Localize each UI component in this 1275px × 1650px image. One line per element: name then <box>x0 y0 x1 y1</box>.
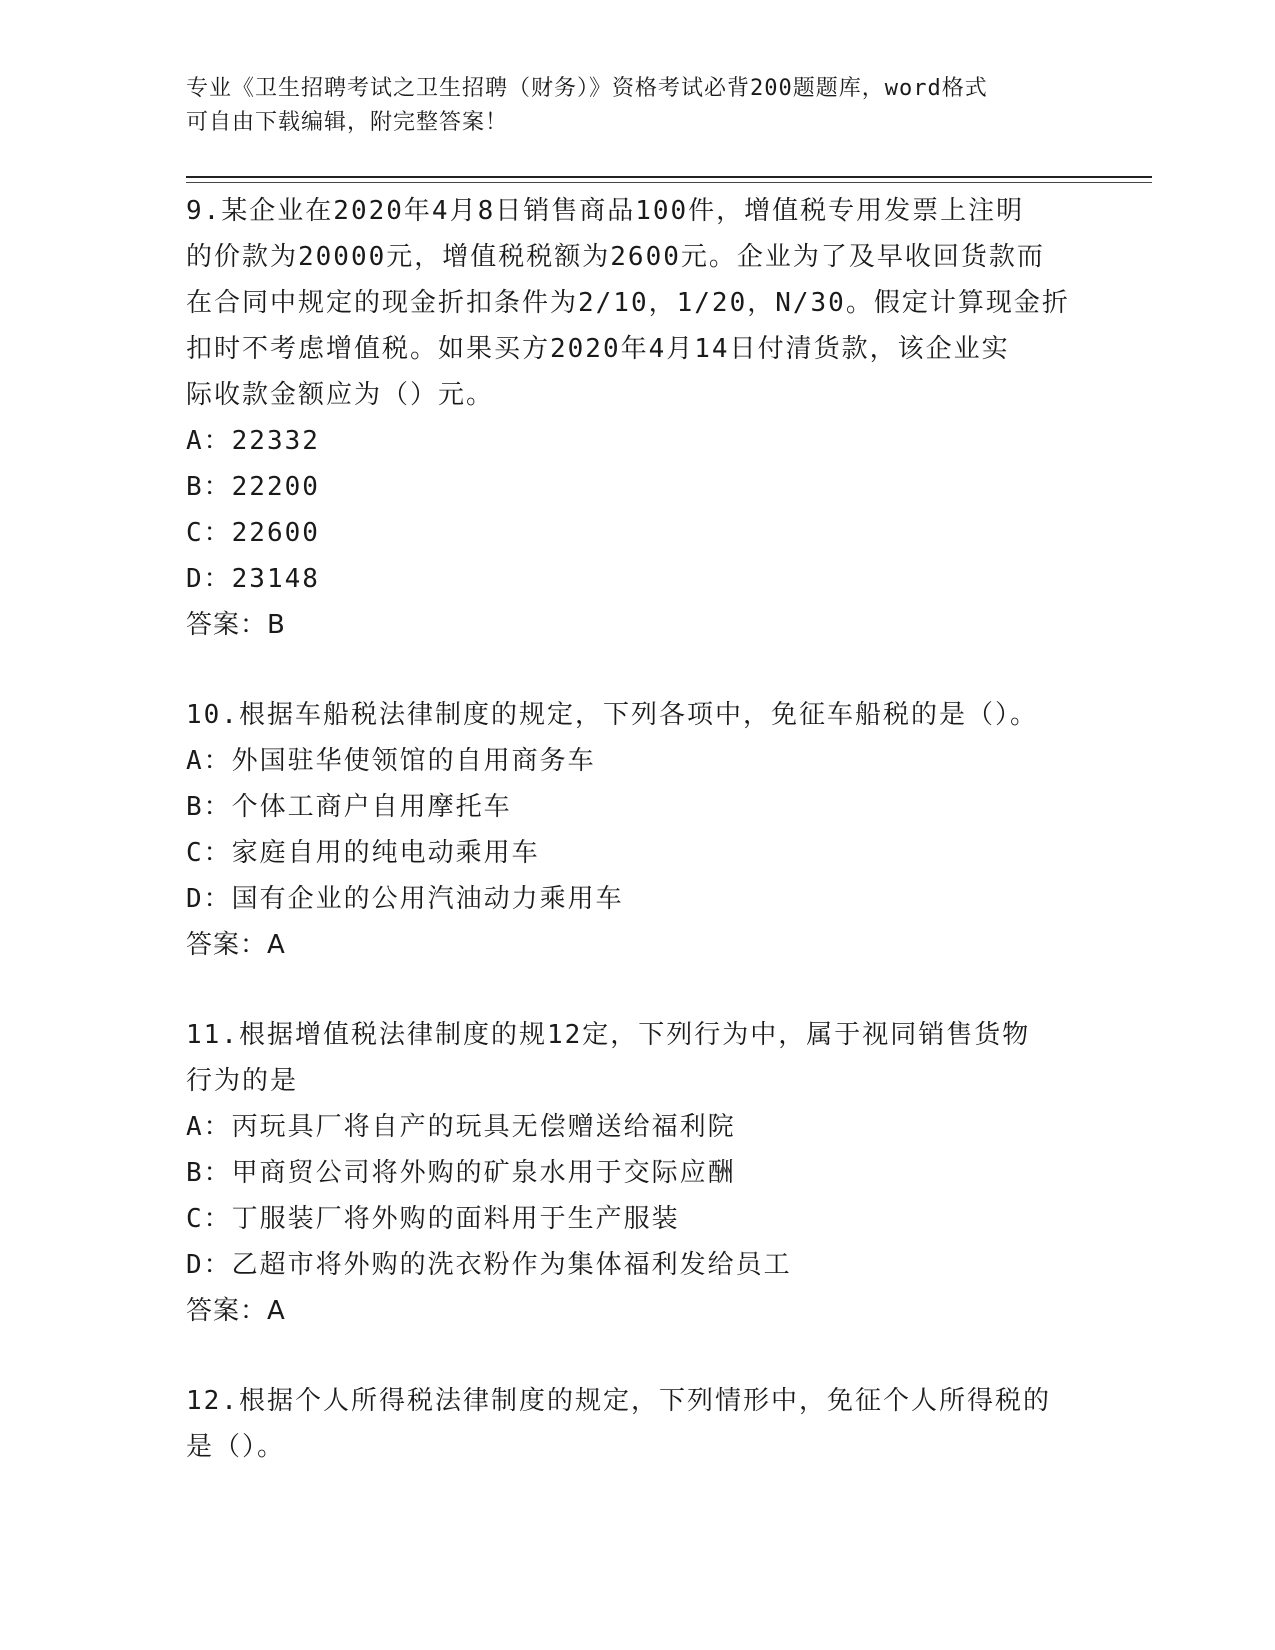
option-c: C：家庭自用的纯电动乘用车 <box>186 838 540 868</box>
question-text-line: 9.某企业在2020年4月8日销售商品100件，增值税专用发票上注明 <box>186 196 1025 226</box>
header-divider-thick <box>186 176 1152 178</box>
option-b: B：个体工商户自用摩托车 <box>186 792 512 822</box>
option-d: D：国有企业的公用汽油动力乘用车 <box>186 884 624 914</box>
question-text-line: 10.根据车船税法律制度的规定，下列各项中，免征车船税的是（）。 <box>186 700 1038 730</box>
question-spacer <box>186 648 1086 692</box>
question-text-line: 行为的是 <box>186 1066 299 1096</box>
option-c: C：22600 <box>186 518 320 548</box>
question-block <box>186 692 1086 968</box>
option-a: A：外国驻华使领馆的自用商务车 <box>186 746 596 776</box>
question-list <box>186 188 1086 1470</box>
question-text-line: 11.根据增值税法律制度的规12定，下列行为中，属于视同销售货物 <box>186 1020 1031 1050</box>
question-text-line: 扣时不考虑增值税。如果买方2020年4月14日付清货款，该企业实 <box>186 334 1010 364</box>
header-line-2: 可自由下载编辑，附完整答案！ <box>186 110 509 135</box>
question-text-line: 的价款为20000元，增值税税额为2600元。企业为了及早收回货款而 <box>186 242 1045 272</box>
question-spacer <box>186 968 1086 1012</box>
answer-line: 答案：A <box>186 1296 286 1326</box>
question-block <box>186 188 1086 648</box>
question-text-line: 在合同中规定的现金折扣条件为2/10，1/20，N/30。假定计算现金折 <box>186 288 1070 318</box>
document-header <box>186 72 1066 140</box>
option-a: A：22332 <box>186 426 320 456</box>
question-block <box>186 1378 1086 1470</box>
option-a: A：丙玩具厂将自产的玩具无偿赠送给福利院 <box>186 1112 736 1142</box>
answer-line: 答案：A <box>186 930 286 960</box>
option-d: D：23148 <box>186 564 320 594</box>
header-line-1: 专业《卫生招聘考试之卫生招聘（财务）》资格考试必背200题题库，word格式 <box>186 76 988 101</box>
question-text-line: 是（）。 <box>186 1432 286 1462</box>
option-c: C：丁服装厂将外购的面料用于生产服装 <box>186 1204 680 1234</box>
question-text-line: 12.根据个人所得税法律制度的规定，下列情形中，免征个人所得税的 <box>186 1386 1051 1416</box>
option-d: D：乙超市将外购的洗衣粉作为集体福利发给员工 <box>186 1250 792 1280</box>
question-spacer <box>186 1334 1086 1378</box>
option-b: B：甲商贸公司将外购的矿泉水用于交际应酬 <box>186 1158 736 1188</box>
option-b: B：22200 <box>186 472 320 502</box>
question-block <box>186 1012 1086 1334</box>
answer-line: 答案：B <box>186 610 286 640</box>
question-text-line: 际收款金额应为（）元。 <box>186 380 495 410</box>
header-divider-thin <box>186 182 1152 183</box>
